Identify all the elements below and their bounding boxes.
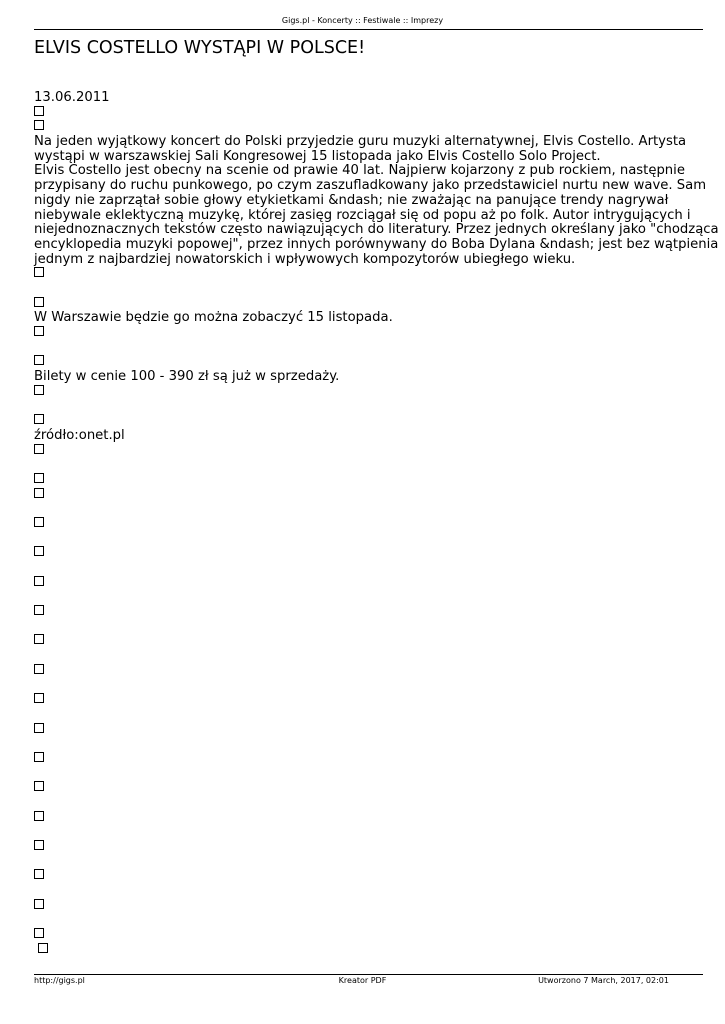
checkbox-icon (34, 869, 44, 879)
paragraph-line: wystąpi w warszawskiej Sali Kongresowej 15 listopada jako Elvis Costello Solo Project. (34, 148, 601, 164)
article-date: 13.06.2011 (34, 90, 110, 105)
checkbox-icon (34, 120, 44, 130)
checkbox-icon (34, 576, 44, 586)
checkbox-icon (34, 267, 44, 277)
checkbox-icon (34, 899, 44, 909)
header-divider (34, 29, 703, 30)
paragraph-line: encyklopedia muzyki popowej", przez innych porównywany do Boba Dylana &ndash; jest bez wątpienia (34, 236, 719, 252)
checkbox-icon (34, 297, 44, 307)
footer-url: http://gigs.pl (34, 976, 85, 985)
checkbox-icon (34, 473, 44, 483)
checkbox-icon (34, 106, 44, 116)
paragraph-line: jednym z najbardziej nowatorskich i wpływowych kompozytorów ubiegłego wieku. (34, 251, 576, 267)
checkbox-icon (34, 693, 44, 703)
checkbox-icon (34, 664, 44, 674)
tickets-line: Bilety w cenie 100 - 390 zł są już w sprzedaży. (34, 369, 340, 385)
footer-created: Utworzono 7 March, 2017, 02:01 (538, 976, 669, 985)
checkbox-icon (34, 517, 44, 527)
paragraph-line: niejednoznacznych tekstów często nawiązujących do literatury. Przez jednych określany jako "chodząca (34, 222, 719, 238)
paragraph-line: niebywale eklektyczną muzykę, której zasięg rozciągał się od popu aż po folk. Autor intrygujących i (34, 207, 691, 223)
checkbox-icon (34, 723, 44, 733)
checkbox-icon (34, 634, 44, 644)
checkbox-icon (34, 928, 44, 938)
page-header: Gigs.pl - Koncerty :: Festiwale :: Imprezy (281, 16, 444, 25)
footer-divider (34, 974, 703, 975)
checkbox-icon (34, 444, 44, 454)
checkbox-icon (34, 605, 44, 615)
paragraph-line: nigdy nie zaprzątał sobie głowy etykietkami &ndash; nie zważając na panujące trendy nagrywał (34, 192, 669, 208)
checkbox-icon (38, 943, 48, 953)
checkbox-icon (34, 488, 44, 498)
checkbox-icon (34, 811, 44, 821)
article-body (34, 90, 719, 958)
checkbox-icon (34, 355, 44, 365)
checkbox-icon (34, 385, 44, 395)
checkbox-icon (34, 781, 44, 791)
checkbox-icon (34, 840, 44, 850)
article-title: ELVIS COSTELLO WYSTĄPI W POLSCE! (34, 38, 366, 58)
checkbox-icon (34, 414, 44, 424)
paragraph-line: Elvis Costello jest obecny na scenie od prawie 40 lat. Najpierw kojarzony z pub rockiem, następnie (34, 163, 685, 179)
source-line: źródło:onet.pl (34, 427, 125, 443)
footer-generator: Kreator PDF (338, 976, 387, 985)
checkbox-icon (34, 546, 44, 556)
paragraph-line: przypisany do ruchu punkowego, po czym zaszufladkowany jako przedstawiciel nurtu new wave. Sam (34, 178, 707, 194)
paragraph-line: Na jeden wyjątkowy koncert do Polski przyjedzie guru muzyki alternatywnej, Elvis Costello. Artysta (34, 134, 687, 150)
warsaw-line: W Warszawie będzie go można zobaczyć 15 listopada. (34, 310, 393, 326)
checkbox-icon (34, 326, 44, 336)
checkbox-icon (34, 752, 44, 762)
